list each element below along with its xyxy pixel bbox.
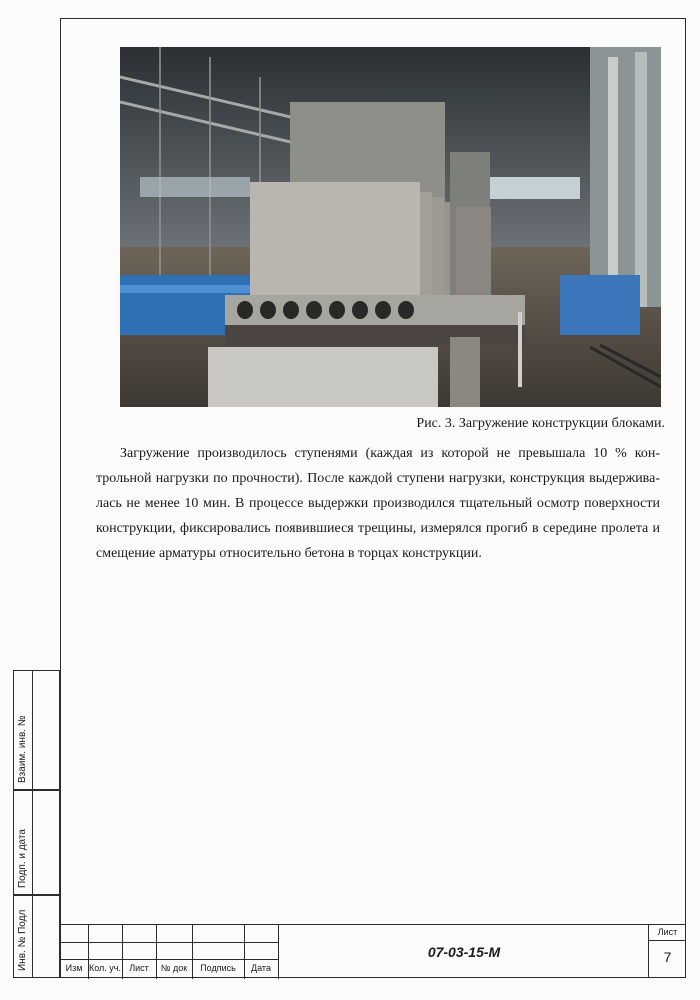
col-header: Изм: [65, 963, 83, 973]
side-stamp-podp: [13, 790, 60, 895]
body-line: смещение арматуры относительно бетона в торцах конструкции.: [96, 546, 482, 561]
document-code: 07-03-15-М: [278, 924, 649, 979]
col-header: Подпись: [200, 963, 236, 973]
sheet-label: Лист: [649, 927, 686, 941]
body-paragraph: [96, 441, 660, 566]
figure-caption: Рис. 3. Загружение конструкции блоками.: [416, 416, 665, 431]
title-block: [60, 924, 686, 978]
col-header: Лист: [129, 963, 149, 973]
col-header: Кол. уч.: [89, 963, 121, 973]
body-line: лась не менее 10 мин. В процессе выдержки производился тщательный осмотр поверхности: [96, 496, 660, 511]
revision-grid: [60, 924, 278, 979]
sheet-number: 7: [663, 949, 672, 965]
col-header: Дата: [251, 963, 271, 973]
sheet-cell: [648, 924, 686, 978]
side-stamp-label: Подп. и дата: [17, 829, 28, 888]
body-line: Загружение производилось ступенями (каждая из которой не превышала 10 % кон-: [120, 446, 660, 461]
body-line: трольной нагрузки по прочности). После каждой ступени нагрузки, конструкция выдержива-: [96, 471, 660, 486]
figure-photo: [120, 47, 661, 407]
side-stamp-label: Взаим. инв. №: [17, 715, 28, 783]
side-stamp-vzam: [13, 670, 60, 790]
side-stamp-inv: [13, 895, 60, 978]
side-stamp-label: Инв. № Подл: [17, 909, 28, 971]
body-line: конструкции, фиксировались появившиеся трещины, измерялся прогиб в середине пролета и: [96, 521, 660, 536]
col-header: № док: [160, 963, 188, 973]
